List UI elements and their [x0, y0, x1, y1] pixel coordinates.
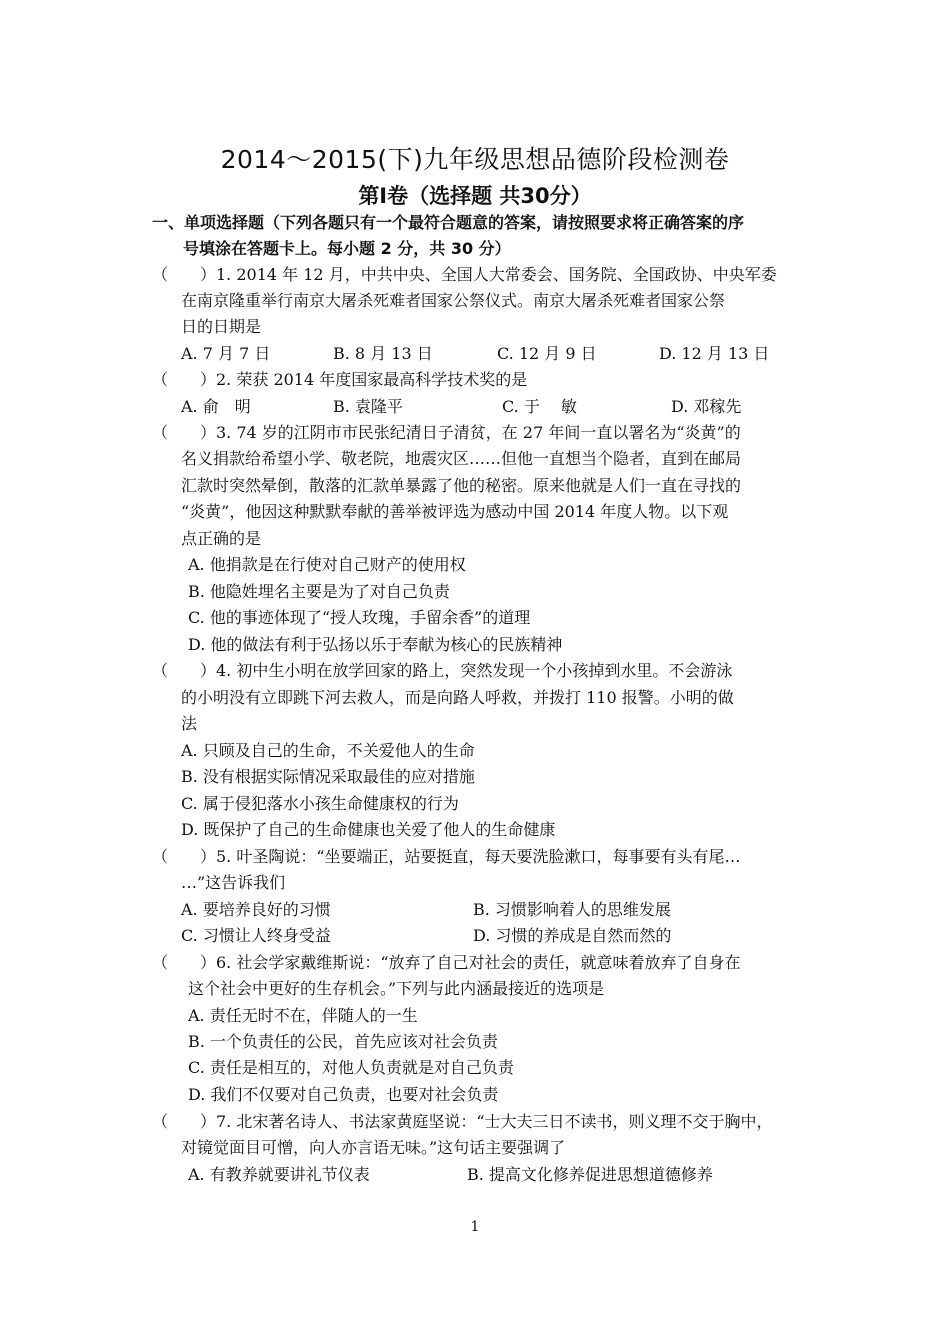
- q1-option-d: D. 12 月 13 日: [659, 344, 770, 363]
- q3-stem-line1: （ ）3. 74 岁的江阴市市民张纪清日子清贫，在 27 年间一直以署名为“炎黄”的: [152, 423, 741, 442]
- q4-stem-line2: 的小明没有立即跳下河去救人，而是向路人呼救，并拨打 110 报警。小明的做: [181, 688, 734, 707]
- q4-option-c: C. 属于侵犯落水小孩生命健康权的行为: [181, 794, 459, 813]
- q1-option-b: B. 8 月 13 日: [333, 344, 433, 363]
- q7-stem-line1: （ ）7. 北宋著名诗人、书法家黄庭坚说：“士大夫三日不读书，则义理不交于胸中，: [152, 1112, 773, 1131]
- q4-stem-line3: 法: [181, 714, 198, 733]
- q1-stem-line2: 在南京隆重举行南京大屠杀死难者国家公祭仪式。南京大屠杀死难者国家公祭: [181, 291, 726, 310]
- q6-option-a: A. 责任无时不在，伴随人的一生: [188, 1006, 418, 1025]
- q3-option-c: C. 他的事迹体现了“授人玫瑰，手留余香”的道理: [188, 608, 531, 627]
- q5-option-b: B. 习惯影响着人的思维发展: [473, 900, 671, 919]
- q6-option-c: C. 责任是相互的，对他人负责就是对自己负责: [188, 1058, 514, 1077]
- q3-option-d: D. 他的做法有利于弘扬以乐于奉献为核心的民族精神: [188, 635, 563, 654]
- q3-stem-line4: “炎黄”，他因这种默默奉献的善举被评选为感动中国 2014 年度人物。以下观: [181, 502, 729, 521]
- q4-stem-line1: （ ）4. 初中生小明在放学回家的路上，突然发现一个小孩掉到水里。不会游泳: [152, 661, 733, 680]
- q5-option-c: C. 习惯让人终身受益: [181, 926, 331, 945]
- q1-option-a: A. 7 月 7 日: [181, 344, 271, 363]
- q7-stem-line2: 对镜觉面目可憎，向人亦言语无味。”这句话主要强调了: [181, 1138, 566, 1157]
- q3-stem-line2: 名义捐款给希望小学、敬老院，地震灾区……但他一直想当个隐者，直到在邮局: [181, 449, 742, 468]
- q7-option-a: A. 有教养就要讲礼节仪表: [188, 1165, 370, 1184]
- q1-stem-line1: （ ）1. 2014 年 12 月，中共中央、全国人大常委会、国务院、全国政协、中央军委: [152, 265, 777, 284]
- q2-option-a: A. 俞 明: [181, 397, 251, 416]
- section-subtitle: 第Ⅰ卷（选择题 共30分）: [358, 184, 592, 208]
- q2-option-c: C. 于 敏: [502, 397, 577, 416]
- page-number: 1: [470, 1219, 480, 1235]
- q5-stem-line1: （ ）5. 叶圣陶说：“坐要端正，站要挺直，每天要洗脸漱口，每事要有头有尾…: [152, 847, 741, 866]
- q4-option-a: A. 只顾及自己的生命，不关爱他人的生命: [181, 741, 475, 760]
- q6-stem-line1: （ ）6. 社会学家戴维斯说：“放弃了自己对社会的责任，就意味着放弃了自身在: [152, 953, 741, 972]
- q6-option-d: D. 我们不仅要对自己负责，也要对社会负责: [188, 1085, 499, 1104]
- q6-stem-line2: 这个社会中更好的生存机会。”下列与此内涵最接近的选项是: [188, 979, 605, 998]
- q3-stem-line3: 汇款时突然晕倒，散落的汇款单暴露了他的秘密。原来他就是人们一直在寻找的: [181, 476, 742, 495]
- page-title: 2014～2015(下)九年级思想品德阶段检测卷: [220, 145, 730, 174]
- q5-stem-line2: …”这告诉我们: [181, 873, 286, 892]
- q7-option-b: B. 提高文化修养促进思想道德修养: [467, 1165, 713, 1184]
- q5-option-a: A. 要培养良好的习惯: [181, 900, 331, 919]
- q3-option-b: B. 他隐姓埋名主要是为了对自己负责: [188, 582, 450, 601]
- q2-option-d: D. 邓稼先: [671, 397, 742, 416]
- q5-option-d: D. 习惯的养成是自然而然的: [473, 926, 672, 945]
- q2-stem-line1: （ ）2. 荣获 2014 年度国家最高科学技术奖的是: [152, 370, 528, 389]
- q6-option-b: B. 一个负责任的公民，首先应该对社会负责: [188, 1032, 498, 1051]
- q3-option-a: A. 他捐款是在行使对自己财产的使用权: [188, 555, 466, 574]
- q3-stem-line5: 点正确的是: [181, 529, 262, 548]
- section-heading-line1: 一、单项选择题（下列各题只有一个最符合题意的答案，请按照要求将正确答案的序: [152, 213, 745, 232]
- q4-option-d: D. 既保护了自己的生命健康也关爱了他人的生命健康: [181, 820, 556, 839]
- section-heading-line2: 号填涂在答题卡上。每小题 2 分，共 30 分）: [183, 239, 511, 258]
- q1-option-c: C. 12 月 9 日: [497, 344, 597, 363]
- q2-option-b: B. 袁隆平: [333, 397, 403, 416]
- q4-option-b: B. 没有根据实际情况采取最佳的应对措施: [181, 767, 475, 786]
- q1-stem-line3: 日的日期是: [181, 317, 262, 336]
